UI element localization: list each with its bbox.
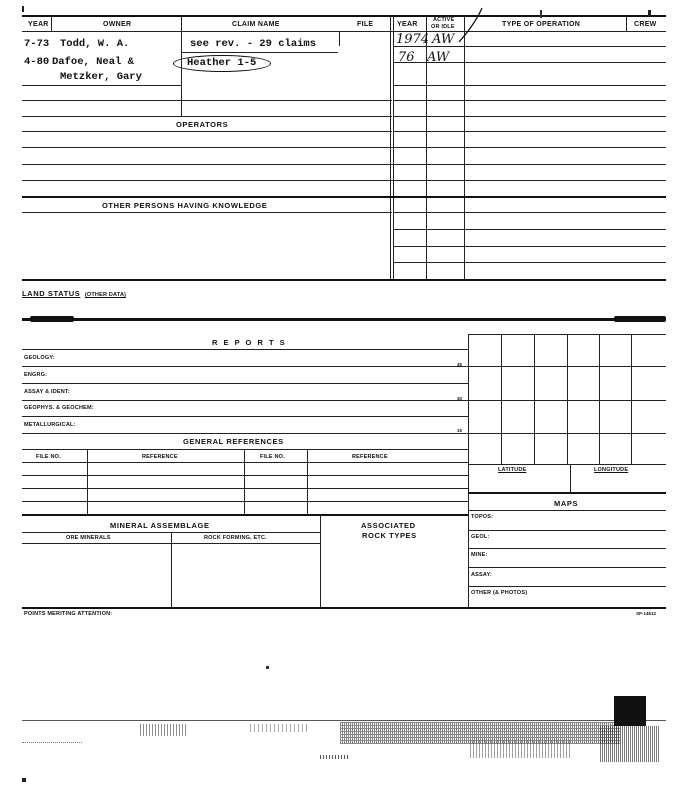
associated-rock-types-1: ASSOCIATED	[361, 521, 416, 530]
activity-status-1: AW	[432, 32, 455, 47]
rock-forming-label: ROCK FORMING, ETC.	[204, 535, 267, 541]
ownership-claim-1: see rev. - 29 claims	[190, 38, 317, 50]
ref-file-no-2: FILE NO.	[260, 454, 285, 460]
report-engrg: ENGRG:	[24, 372, 48, 378]
header-year-2: YEAR	[397, 21, 418, 28]
ownership-owner-1: Todd, W. A.	[60, 38, 130, 50]
operators-title: OPERATORS	[176, 120, 229, 129]
ref-reference-1: REFERENCE	[142, 454, 178, 460]
report-mark-15: 15	[457, 428, 463, 433]
ownership-year-2: 4-80	[24, 56, 50, 68]
activity-year-1: 1974	[396, 32, 430, 47]
points-meriting-attention: POINTS MERITING ATTENTION:	[24, 611, 113, 617]
report-mark-45: 45	[457, 362, 463, 367]
activity-status-2: AW	[427, 50, 450, 65]
maps-mine: MINE:	[471, 552, 488, 558]
ownership-owner-2: Dafoe, Neal &	[52, 56, 134, 68]
form-number: SP-14612	[636, 611, 657, 616]
ref-file-no-1: FILE NO.	[36, 454, 61, 460]
ownership-year-1: 7-73	[24, 38, 50, 50]
report-mark-30: 30	[457, 396, 463, 401]
header-crew: CREW	[634, 21, 657, 28]
scan-block	[614, 696, 646, 726]
mineral-assemblage-title: MINERAL ASSEMBLAGE	[110, 521, 210, 530]
latitude-label: LATITUDE	[498, 467, 527, 473]
reports-title: R E P O R T S	[212, 338, 287, 347]
general-references-title: GENERAL REFERENCES	[183, 437, 284, 446]
maps-title: MAPS	[554, 499, 579, 508]
ownership-claim-2: Heather 1-5	[187, 57, 257, 69]
header-claim-name: CLAIM NAME	[232, 21, 280, 28]
other-persons-title: OTHER PERSONS HAVING KNOWLEDGE	[102, 201, 268, 210]
header-type-of-operation: TYPE OF OPERATION	[502, 21, 581, 28]
header-file: FILE	[357, 21, 374, 28]
header-owner: OWNER	[103, 21, 132, 28]
report-metallurgical: METALLURGICAL:	[24, 422, 76, 428]
ownership-owner-3: Metzker, Gary	[60, 71, 142, 83]
maps-topos: TOPOS:	[471, 514, 494, 520]
report-assay: ASSAY & IDENT:	[24, 389, 70, 395]
header-year: YEAR	[28, 21, 49, 28]
maps-assay: ASSAY:	[471, 572, 493, 578]
report-geology: GEOLOGY:	[24, 355, 55, 361]
report-geophys: GEOPHYS. & GEOCHEM:	[24, 405, 94, 411]
maps-geol: GEOL:	[471, 534, 490, 540]
header-active: ACTIVE	[433, 17, 455, 23]
land-status-title: LAND STATUS	[22, 289, 81, 298]
header-or-idle: OR IDLE	[431, 24, 455, 30]
ref-reference-2: REFERENCE	[352, 454, 388, 460]
activity-year-2: 76	[398, 50, 415, 65]
handwritten-slash	[455, 6, 485, 46]
land-status-subtitle: (OTHER DATA)	[84, 292, 127, 298]
longitude-label: LONGITUDE	[594, 467, 629, 473]
land-status-bar	[22, 318, 666, 321]
maps-other: OTHER (& PHOTOS)	[471, 590, 528, 596]
associated-rock-types-2: ROCK TYPES	[362, 531, 417, 540]
ore-minerals-label: ORE MINERALS	[66, 535, 111, 541]
